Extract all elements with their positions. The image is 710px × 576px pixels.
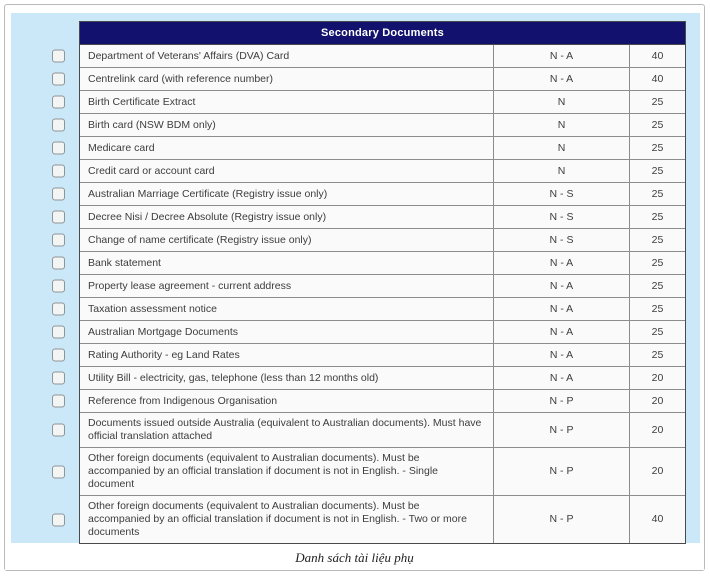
table-row xyxy=(80,160,685,183)
row-checkbox[interactable] xyxy=(52,465,65,478)
document-points-cell: 20 xyxy=(651,423,664,436)
document-code-cell: N - A xyxy=(494,321,630,343)
document-points-cell: 20 xyxy=(651,394,664,407)
document-points-cell: 25 xyxy=(651,118,664,131)
row-checkbox[interactable] xyxy=(52,73,65,86)
secondary-documents-table xyxy=(79,21,686,544)
row-checkbox[interactable] xyxy=(52,165,65,178)
document-points-cell: 20 xyxy=(651,465,664,477)
table-row xyxy=(80,413,685,448)
document-name-cell: Property lease agreement - current address xyxy=(80,275,494,297)
document-name-cell: Change of name certificate (Registry issue only) xyxy=(80,229,494,251)
table-row xyxy=(80,91,685,114)
row-checkbox[interactable] xyxy=(52,513,65,526)
table-row xyxy=(80,252,685,275)
document-name-cell: Other foreign documents (equivalent to Australian documents). Must be accompanied by an official translation if document is not in English. - Single document xyxy=(80,448,494,495)
document-name-cell: Rating Authority - eg Land Rates xyxy=(80,344,494,366)
row-checkbox[interactable] xyxy=(52,349,65,362)
document-code-cell: N - S xyxy=(494,183,630,205)
row-checkbox[interactable] xyxy=(52,142,65,155)
document-name-cell: Reference from Indigenous Organisation xyxy=(80,390,494,412)
row-checkbox[interactable] xyxy=(52,188,65,201)
document-points-cell: 40 xyxy=(651,49,664,62)
row-checkbox[interactable] xyxy=(52,211,65,224)
document-code-cell: N - P xyxy=(494,413,630,447)
content-frame xyxy=(4,4,705,571)
document-points-cell: 25 xyxy=(651,302,664,315)
document-code-cell: N xyxy=(494,137,630,159)
table-row xyxy=(80,114,685,137)
document-points-cell: 25 xyxy=(651,164,664,177)
table-body xyxy=(80,45,685,543)
table-row xyxy=(80,45,685,68)
document-name-cell: Centrelink card (with reference number) xyxy=(80,68,494,90)
document-points-cell: 40 xyxy=(651,72,664,85)
document-points-cell: 25 xyxy=(651,325,664,338)
document-points-cell: 25 xyxy=(651,210,664,223)
document-points-cell: 25 xyxy=(651,348,664,361)
table-row xyxy=(80,298,685,321)
document-name-cell: Medicare card xyxy=(80,137,494,159)
table-row xyxy=(80,206,685,229)
document-name-cell: Credit card or account card xyxy=(80,160,494,182)
row-checkbox[interactable] xyxy=(52,280,65,293)
document-code-cell: N - S xyxy=(494,206,630,228)
document-code-cell: N - A xyxy=(494,367,630,389)
table-row xyxy=(80,496,685,543)
table-header: Secondary Documents xyxy=(80,22,685,45)
table-row xyxy=(80,183,685,206)
table-row xyxy=(80,137,685,160)
document-name-cell: Australian Marriage Certificate (Registry issue only) xyxy=(80,183,494,205)
document-name-cell: Birth card (NSW BDM only) xyxy=(80,114,494,136)
document-name-cell: Australian Mortgage Documents xyxy=(80,321,494,343)
row-checkbox[interactable] xyxy=(52,424,65,437)
row-checkbox[interactable] xyxy=(52,96,65,109)
document-points-cell: 25 xyxy=(651,279,664,292)
table-caption: Danh sách tài liệu phụ xyxy=(295,550,414,565)
table-row xyxy=(80,390,685,413)
document-code-cell: N - S xyxy=(494,229,630,251)
table-row xyxy=(80,367,685,390)
table-row xyxy=(80,229,685,252)
document-code-cell: N - A xyxy=(494,344,630,366)
document-name-cell: Other foreign documents (equivalent to Australian documents). Must be accompanied by an official translation if document is not in English. - Two or more documents xyxy=(80,496,494,543)
document-points-cell: 25 xyxy=(651,187,664,200)
table-row xyxy=(80,448,685,496)
row-checkbox[interactable] xyxy=(52,119,65,132)
row-checkbox[interactable] xyxy=(52,303,65,316)
document-points-cell: 25 xyxy=(651,141,664,154)
document-code-cell: N xyxy=(494,160,630,182)
table-row xyxy=(80,321,685,344)
document-code-cell: N - A xyxy=(494,68,630,90)
document-code-cell: N - A xyxy=(494,275,630,297)
document-name-cell: Utility Bill - electricity, gas, telephone (less than 12 months old) xyxy=(80,367,494,389)
document-points-cell: 40 xyxy=(651,513,664,525)
table-row xyxy=(80,275,685,298)
document-name-cell: Decree Nisi / Decree Absolute (Registry issue only) xyxy=(80,206,494,228)
document-name-cell: Documents issued outside Australia (equivalent to Australian documents). Must have official translation attached xyxy=(80,413,494,447)
table-row xyxy=(80,68,685,91)
document-points-cell: 25 xyxy=(651,95,664,108)
caption-area xyxy=(5,546,704,570)
document-name-cell: Taxation assessment notice xyxy=(80,298,494,320)
document-code-cell: N - P xyxy=(494,390,630,412)
row-checkbox[interactable] xyxy=(52,234,65,247)
document-code-cell: N xyxy=(494,114,630,136)
document-code-cell: N - A xyxy=(494,252,630,274)
row-checkbox[interactable] xyxy=(52,395,65,408)
document-name-cell: Bank statement xyxy=(80,252,494,274)
row-checkbox[interactable] xyxy=(52,326,65,339)
document-points-cell: 20 xyxy=(651,371,664,384)
document-code-cell: N - A xyxy=(494,298,630,320)
document-name-cell: Birth Certificate Extract xyxy=(80,91,494,113)
row-checkbox[interactable] xyxy=(52,372,65,385)
document-points-cell: 25 xyxy=(651,256,664,269)
table-row xyxy=(80,344,685,367)
document-points-cell: 25 xyxy=(651,233,664,246)
documents-panel xyxy=(11,13,700,543)
row-checkbox[interactable] xyxy=(52,257,65,270)
document-code-cell: N xyxy=(494,91,630,113)
row-checkbox[interactable] xyxy=(52,50,65,63)
document-name-cell: Department of Veterans' Affairs (DVA) Card xyxy=(80,45,494,67)
document-code-cell: N - P xyxy=(494,496,630,543)
document-code-cell: N - P xyxy=(494,448,630,495)
document-code-cell: N - A xyxy=(494,45,630,67)
